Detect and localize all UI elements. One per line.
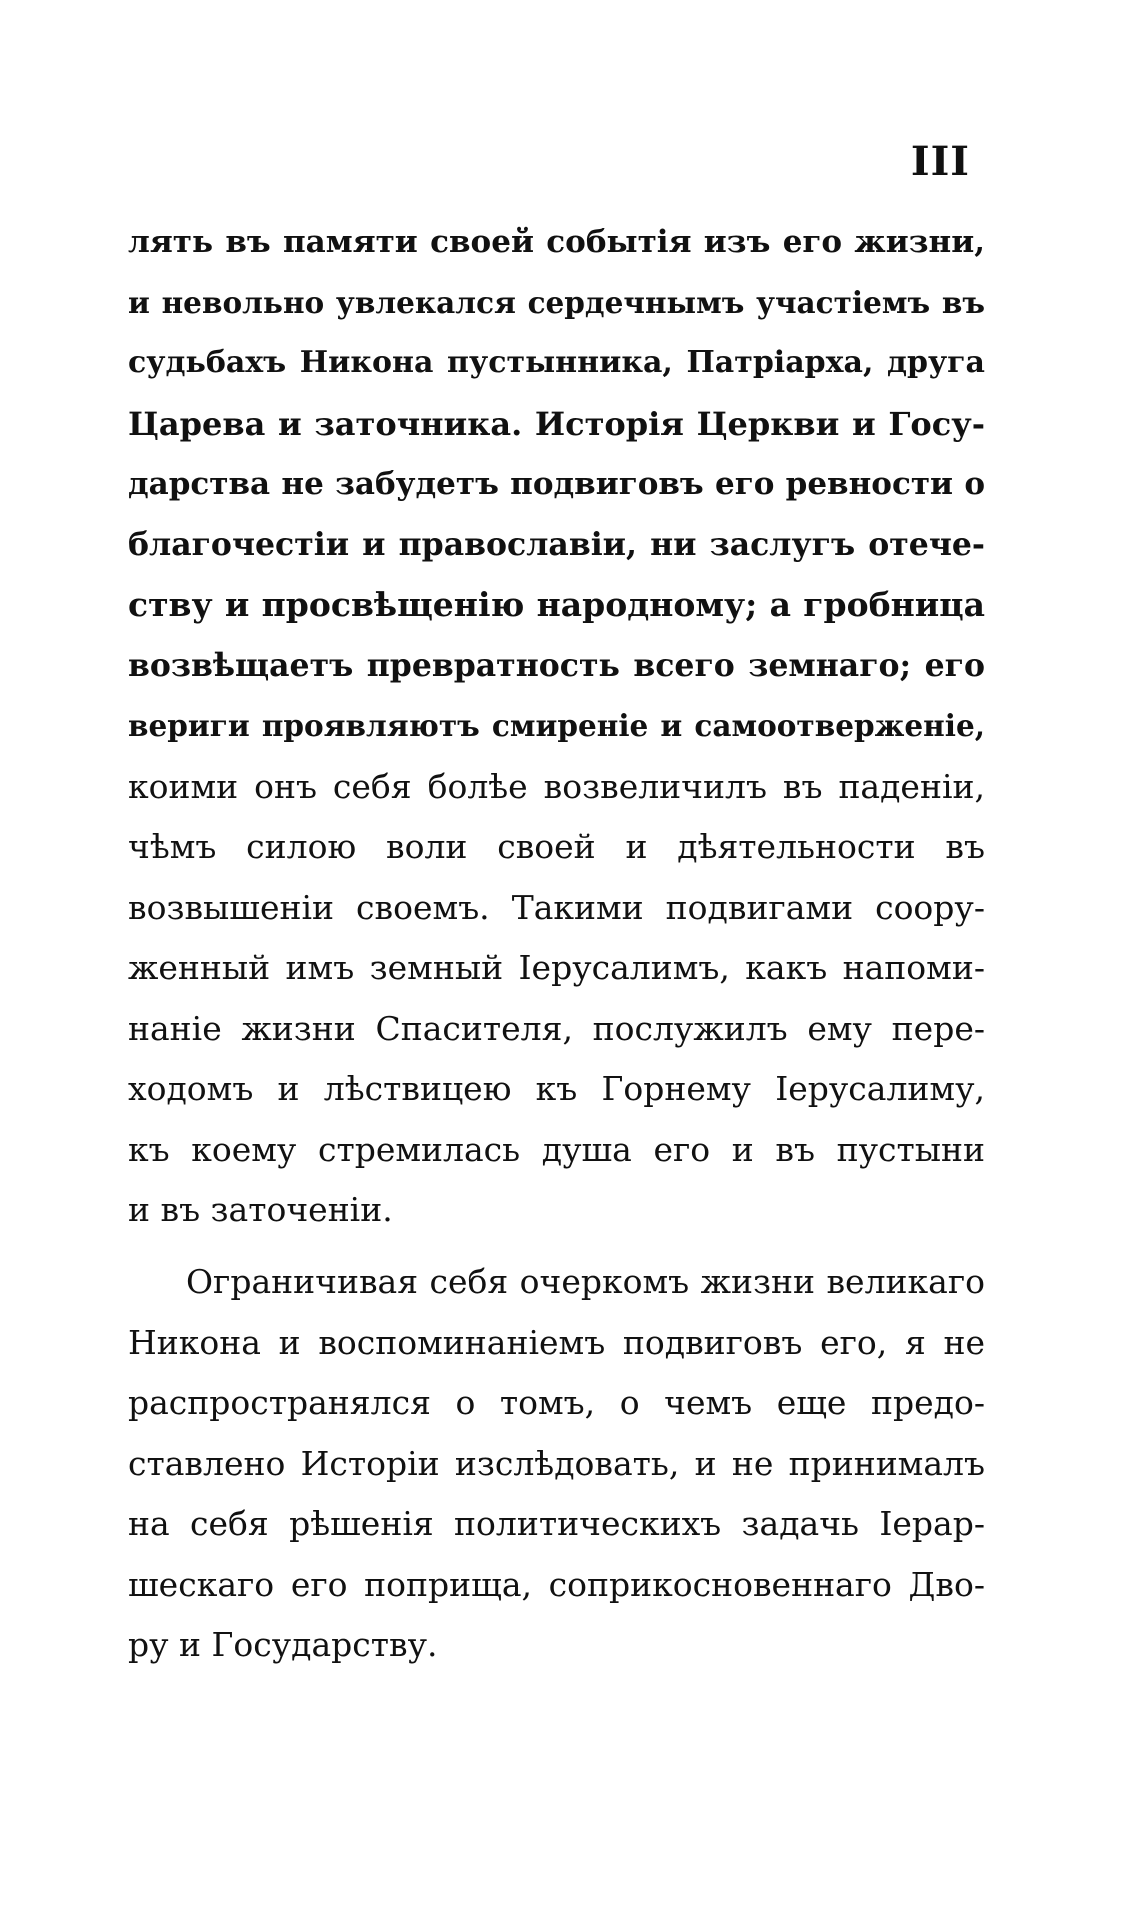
text-line: чѣмъ силою воли своей и дѣятельности въ xyxy=(128,827,985,866)
text-line: ру и Государству. xyxy=(128,1625,438,1664)
text-line: ставлено Исторіи изслѣдовать, и не принималъ xyxy=(128,1443,985,1483)
text-line: возвѣщаетъ превратность всего земнаго; его xyxy=(128,646,985,684)
text-line: наніе жизни Спасителя, послужилъ ему пере- xyxy=(128,1008,985,1048)
text-line: коими онъ себя болѣе возвеличилъ въ паденіи, xyxy=(128,766,985,806)
text-line: дарства не забудетъ подвиговъ его ревности о xyxy=(128,466,985,502)
text-line: къ коему стремилась душа его и въ пустыни xyxy=(128,1129,985,1169)
text-line: на себя рѣшенія политическихъ задачь Іерар- xyxy=(128,1504,985,1543)
paragraph-1 xyxy=(128,212,985,1241)
text-line: и въ заточеніи. xyxy=(128,1190,393,1229)
text-line: благочестіи и православіи, ни заслугъ отече- xyxy=(128,525,985,563)
text-line: Царева и заточника. Исторія Церкви и Госу- xyxy=(128,404,985,443)
text-line: женный имъ земный Іерусалимъ, какъ напоми- xyxy=(128,948,985,987)
paragraph-2 xyxy=(128,1252,985,1676)
text-line: судьбахъ Никона пустынника, Патріарха, друга xyxy=(128,345,985,380)
text-line: возвышеніи своемъ. Такими подвигами соору- xyxy=(128,887,985,927)
page-number: III xyxy=(910,138,970,185)
text-line: распространялся о томъ, о чемъ еще предо- xyxy=(128,1383,985,1422)
text-line: ходомъ и лѣствицею къ Горнему Іерусалиму, xyxy=(128,1069,985,1108)
text-line: лять въ памяти своей событія изъ его жизни, xyxy=(128,224,985,260)
text-line: Никона и воспоминаніемъ подвиговъ его, я не xyxy=(128,1322,985,1362)
text-line: вериги проявляютъ смиреніе и самоотверженіе, xyxy=(128,708,985,743)
text-line: Ограничивая себя очеркомъ жизни великаго xyxy=(186,1262,985,1301)
text-line: шескаго его поприща, соприкосновеннаго Дво- xyxy=(128,1564,985,1604)
text-line: и невольно увлекался сердечнымъ участіемъ въ xyxy=(128,284,985,320)
text-line: ству и просвѣщенію народному; а гробница xyxy=(128,585,985,624)
